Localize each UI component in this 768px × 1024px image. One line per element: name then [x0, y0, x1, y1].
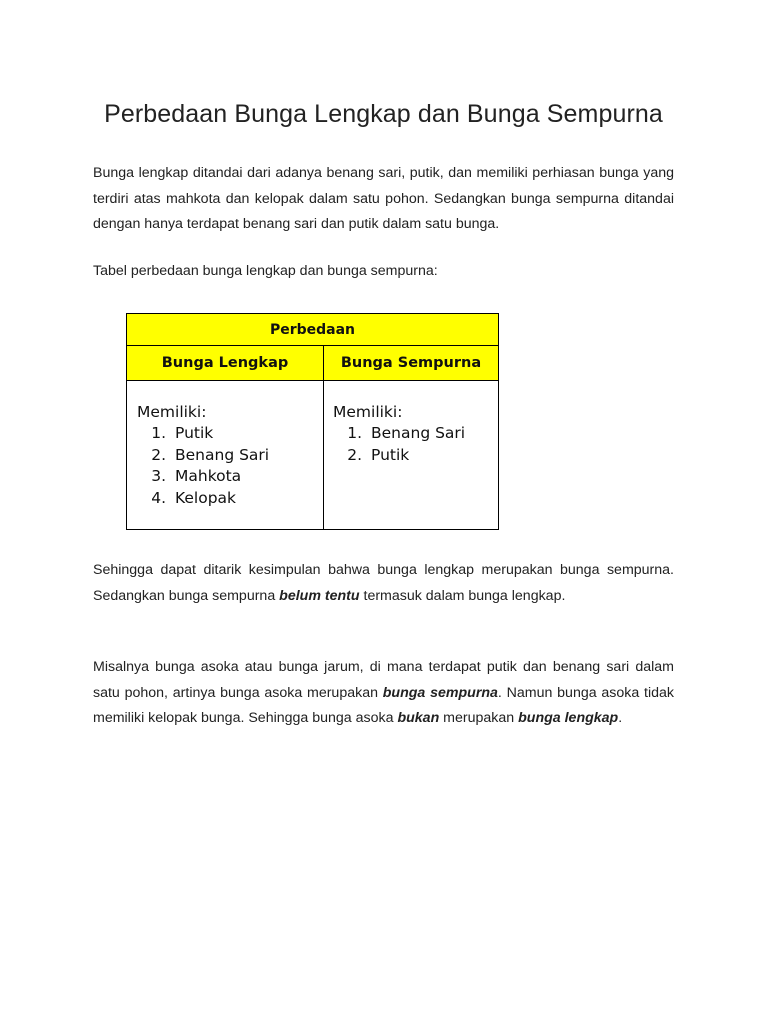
list-bunga-sempurna: [333, 423, 498, 466]
example-emphasis-1: bunga sempurna: [382, 684, 498, 701]
conclusion-paragraph: [93, 558, 674, 609]
list-item: 1. Benang Sari: [367, 423, 498, 445]
list-item: 3. Mahkota: [171, 466, 323, 488]
cell-intro: Memiliki:: [137, 403, 207, 421]
conclusion-text-2: termasuk dalam bunga lengkap.: [359, 587, 566, 604]
table-column-headers: [127, 346, 498, 381]
list-bunga-lengkap: [137, 423, 323, 509]
cell-intro: Memiliki:: [333, 403, 403, 421]
example-text-1: Misalnya bunga asoka atau bunga jarum, di mana terdapat putik dan benang sari dalam satu pohon, artinya bunga asoka merupakan: [93, 659, 674, 701]
example-text-2: . Namun bunga asoka tidak memiliki kelopak bunga. Sehingga bunga asoka: [93, 684, 674, 726]
column-heading-bunga-lengkap: Bunga Lengkap: [127, 346, 324, 380]
column-heading-bunga-sempurna: Bunga Sempurna: [340, 355, 482, 371]
example-emphasis-3: bunga lengkap: [518, 710, 619, 726]
cell-bunga-sempurna: [324, 381, 498, 529]
table-body: [127, 381, 498, 529]
example-text-4: .: [618, 710, 623, 726]
conclusion-emphasis: belum tentu: [279, 587, 360, 604]
table-header: Perbedaan: [127, 314, 498, 346]
list-item: 2. Putik: [367, 445, 498, 467]
example-emphasis-2: bukan: [397, 710, 440, 726]
table-caption: Tabel perbedaan bunga lengkap dan bunga sempurna:: [93, 263, 438, 279]
conclusion-text-1: Sehingga dapat ditarik kesimpulan bahwa bunga lengkap merupakan bunga sempurna. Sedangkan bunga sempurna: [93, 562, 674, 604]
comparison-table: [126, 313, 499, 530]
intro-paragraph: Bunga lengkap ditandai dari adanya benang sari, putik, dan memiliki perhiasan bunga yang terdiri atas mahkota dan kelopak dalam satu pohon. Sedangkan bunga sempurna ditandai dengan hanya terdapat benang sari dan putik dalam satu bunga.: [93, 165, 674, 232]
example-paragraph: [93, 655, 674, 732]
cell-bunga-lengkap: [127, 381, 324, 529]
example-text-3: merupakan: [439, 710, 519, 726]
list-item: 2. Benang Sari: [171, 445, 323, 467]
list-item: 4. Kelopak: [171, 488, 323, 510]
page-title: Perbedaan Bunga Lengkap dan Bunga Sempurna: [104, 100, 663, 128]
list-item: 1. Putik: [171, 423, 323, 445]
